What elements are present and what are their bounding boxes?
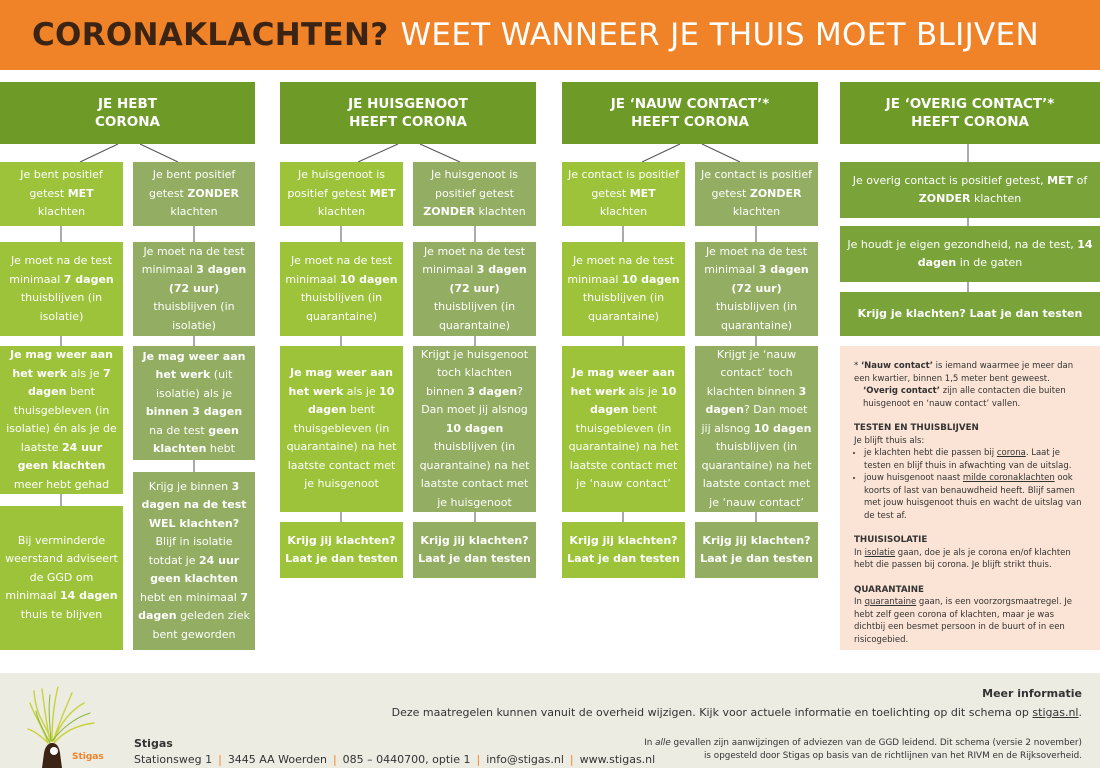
heading-quarantaine: QUARANTAINE bbox=[854, 584, 924, 595]
stigas-logo bbox=[28, 681, 104, 768]
company-address: Stationsweg 1 | 3445 AA Woerden | 085 – 0440700, optie 1 | info@stigas.nl | www.stigas.nl bbox=[134, 753, 656, 766]
milde-klachten-link[interactable]: milde coronaklachten bbox=[962, 473, 1055, 483]
company-name: Stigas bbox=[134, 737, 173, 750]
connector-line bbox=[80, 144, 118, 162]
box-huisgenoot-met: Je huisgenoot is positief getest MET klachten bbox=[280, 162, 403, 226]
box-contact-zonder: Je contact is positief getest ZONDER klachten bbox=[695, 162, 818, 226]
heading-thuisisolatie: THUISISOLATIE bbox=[854, 535, 928, 545]
box-huisgenoot-10-dagen: Je moet na de test minimaal 10 dagen thuisblijven (in quarantaine) bbox=[280, 242, 403, 336]
disclaimer-line: Deze maatregelen kunnen vanuit de overheid wijzigen. Kijk voor actuele informatie en toelichting op dit schema op stigas.nl. bbox=[391, 706, 1082, 719]
footer bbox=[0, 673, 1100, 768]
version-note: In alle gevallen zijn aanwijzingen of adviezen van de GGD leidend. Dit schema (versie 2 november) is opgesteld door Stigas op basis van de richtlijnen van het RIVM en de Rijksoverheid. bbox=[644, 738, 1082, 761]
connector-line bbox=[358, 144, 398, 162]
box-weer-aan-werk: Je mag weer aan het werk als je 7 dagen bent thuisgebleven (in isolatie) én als je de laatste 24 uur geen klachten meer hebt gehad bbox=[0, 346, 123, 494]
box-thuisblijven-7-dagen: Je moet na de test minimaal 7 dagen thuisblijven (in isolatie) bbox=[0, 242, 123, 336]
connector-line bbox=[642, 144, 680, 162]
logo-text: Stigas bbox=[72, 752, 104, 762]
box-verminderde-weerstand: Bij verminderde weerstand adviseert de GGD om minimaal 14 dagen thuis te blijven bbox=[0, 506, 123, 650]
connector-line bbox=[420, 144, 460, 162]
definition-nauw-contact: * ‘Nauw contact’ is iemand waarmee je meer dan een kwartier, binnen 1,5 meter bent geweest. bbox=[854, 361, 1074, 384]
box-contact-3-dagen: Je moet na de test minimaal 3 dagen (72 uur) thuisblijven (in quarantaine) bbox=[695, 242, 818, 336]
header-overig-contact: JE ‘OVERIG CONTACT’* HEEFT CORONA bbox=[840, 82, 1100, 144]
list-item: • jouw huisgenoot naast milde coronaklachten ook koorts of last van benauwdheid heeft. Blijf samen met jouw huisgenoot thuis en wacht de uitslag van de test af. bbox=[864, 472, 1086, 522]
box-weer-aan-werk-zonder: Je mag weer aan het werk (uit isolatie) als je binnen 3 dagen na de test geen klachten hebt bbox=[133, 346, 255, 460]
box-contact-zonder-testen: Krijg jij klachten? Laat je dan testen bbox=[695, 522, 818, 578]
connector-line bbox=[702, 144, 740, 162]
box-positief-zonder-klachten: Je bent positief getest ZONDER klachten bbox=[133, 162, 255, 226]
stigas-link[interactable]: stigas.nl bbox=[1032, 706, 1079, 719]
definition-overig-contact: ‘Overig contact’ zijn alle contacten die buiten huisgenoot en ‘nauw contact’ vallen. bbox=[863, 386, 1066, 409]
box-positief-met-klachten: Je bent positief getest MET klachten bbox=[0, 162, 123, 226]
box-contact-weer-werk: Je mag weer aan het werk als je 10 dagen bent thuisgebleven (in quarantaine) na het laatste contact met je ‘nauw contact’ bbox=[562, 346, 685, 512]
box-contact-10-dagen: Je moet na de test minimaal 10 dagen thuisblijven (in quarantaine) bbox=[562, 242, 685, 336]
intro-thuisblijven: Je blijft thuis als: bbox=[854, 435, 925, 446]
connector-line bbox=[140, 144, 178, 162]
box-thuisblijven-3-dagen: Je moet na de test minimaal 3 dagen (72 uur) thuisblijven (in isolatie) bbox=[133, 242, 255, 336]
title-statement: WEET WANNEER JE THUIS MOET BLIJVEN bbox=[400, 17, 1039, 53]
box-contact-met: Je contact is positief getest MET klachten bbox=[562, 162, 685, 226]
thuisblijven-list bbox=[854, 447, 1086, 522]
box-huisgenoot-zonder: Je huisgenoot is positief getest ZONDER klachten bbox=[413, 162, 536, 226]
header-huisgenoot: JE HUISGENOOT HEEFT CORONA bbox=[280, 82, 536, 144]
box-wel-klachten: Krijg je binnen 3 dagen na de test WEL klachten? Blijf in isolatie totdat je 24 uur geen klachten hebt en minimaal 7 dagen geleden ziek bent geworden bbox=[133, 472, 255, 650]
header-nauw-contact: JE ‘NAUW CONTACT’* HEEFT CORONA bbox=[562, 82, 818, 144]
box-overig-positief: Je overig contact is positief getest, MET of ZONDER klachten bbox=[840, 162, 1100, 218]
website-link[interactable]: www.stigas.nl bbox=[579, 753, 656, 766]
meer-informatie-heading: Meer informatie bbox=[982, 687, 1082, 700]
corona-link[interactable]: corona bbox=[996, 448, 1026, 458]
box-huisgenoot-toch-klachten: Krijgt je huisgenoot toch klachten binnen 3 dagen? Dan moet jij alsnog 10 dagen thuisblijven (in quarantaine) na het laatste contact met je huisgenoot bbox=[413, 346, 536, 512]
text-quarantaine: In quarantaine gaan, is een voorzorgsmaatregel. Je hebt zelf geen corona of klachten, maar je was dichtbij een besmet persoon in de buurt of in een risicogebied. bbox=[854, 597, 1073, 645]
header-je-hebt-corona: JE HEBT CORONA bbox=[0, 82, 255, 144]
box-huisgenoot-testen: Krijg jij klachten? Laat je dan testen bbox=[280, 522, 403, 578]
heading-testen-thuisblijven: TESTEN EN THUISBLIJVEN bbox=[854, 423, 979, 433]
box-huisgenoot-zonder-testen: Krijg jij klachten? Laat je dan testen bbox=[413, 522, 536, 578]
list-item: • je klachten hebt die passen bij corona. Laat je testen en blijf thuis in afwachting van de uitslag. bbox=[864, 447, 1086, 472]
box-huisgenoot-weer-werk: Je mag weer aan het werk als je 10 dagen bent thuisgebleven (in quarantaine) na het laatste contact met je huisgenoot bbox=[280, 346, 403, 512]
email-link[interactable]: info@stigas.nl bbox=[486, 753, 564, 766]
info-panel bbox=[840, 346, 1100, 650]
text-thuisisolatie: In isolatie gaan, doe je als je corona en/of klachten hebt die passen bij corona. Je blijft strikt thuis. bbox=[854, 547, 1071, 570]
box-contact-testen: Krijg jij klachten? Laat je dan testen bbox=[562, 522, 685, 578]
box-overig-testen: Krijg je klachten? Laat je dan testen bbox=[840, 292, 1100, 336]
box-huisgenoot-3-dagen: Je moet na de test minimaal 3 dagen (72 uur) thuisblijven (in quarantaine) bbox=[413, 242, 536, 336]
title-question: CORONAKLACHTEN? bbox=[32, 17, 389, 53]
box-overig-14-dagen: Je houdt je eigen gezondheid, na de test, 14 dagen in de gaten bbox=[840, 226, 1100, 282]
box-contact-toch-klachten: Krijgt je ‘nauw contact’ toch klachten binnen 3 dagen? Dan moet jij alsnog 10 dagen thuisblijven (in quarantaine) na het laatste contact met je ‘nauw contact’ bbox=[695, 346, 818, 512]
